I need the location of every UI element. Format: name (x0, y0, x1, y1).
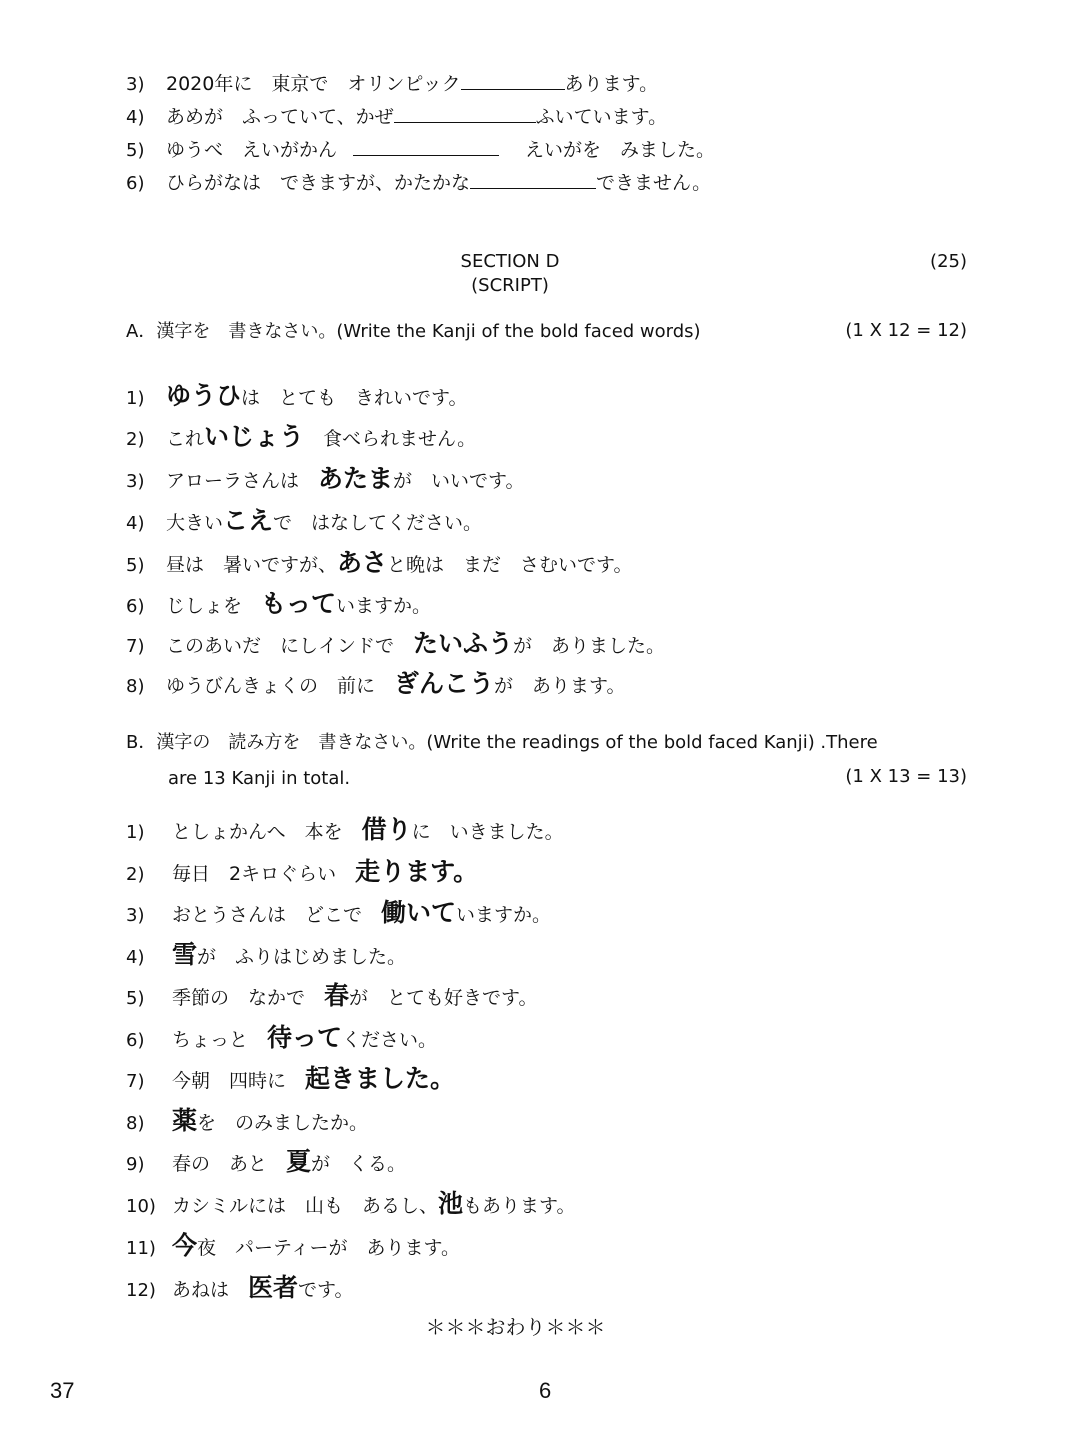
item-text: を のみましたか。 (197, 1112, 369, 1134)
item-text-after: ふいています。 (535, 106, 668, 128)
item-text: が ありました。 (513, 635, 666, 657)
item-number: 2) (126, 429, 145, 450)
bold-word: あさ (337, 548, 388, 577)
bold-word: あたま (318, 464, 394, 493)
item-number: 4) (126, 107, 145, 128)
item-text: としょかんへ 本を (172, 821, 362, 843)
item-text: ゆうびんきょくの 前に (166, 675, 395, 697)
part-a-instruction-line (126, 319, 701, 345)
bold-word: いじょう (204, 422, 305, 451)
list-item (126, 1025, 437, 1054)
item-text: が くる。 (311, 1153, 407, 1175)
item-number: 2) (126, 864, 145, 885)
part-a-marks: (1 X 12 = 12) (845, 320, 967, 341)
item-number: 7) (126, 636, 145, 657)
item-text: アローラさんは (166, 470, 319, 492)
item-number: 6) (126, 596, 145, 617)
item-text: 季節の なかで (172, 987, 325, 1009)
bold-word: ゆうひ (166, 381, 242, 410)
item-text-after: えいがを みました。 (525, 139, 716, 161)
item-text: 大きい (166, 512, 224, 534)
item-number: 11) (126, 1238, 156, 1259)
item-number: 4) (126, 513, 145, 534)
item-text: が とても好きです。 (349, 987, 538, 1009)
item-text: 毎日 2キロぐらい (172, 863, 356, 885)
section-subtitle: (SCRIPT) (471, 275, 549, 296)
item-text: 春の あと (172, 1153, 287, 1175)
item-number: 6) (126, 173, 145, 194)
item-number: 1) (126, 388, 145, 409)
bold-word: 雪 (172, 940, 198, 969)
item-number: 3) (126, 905, 145, 926)
list-item (126, 591, 431, 620)
item-text: に いきました。 (411, 821, 564, 843)
item-text: ちょっと (172, 1029, 268, 1051)
list-item (126, 983, 538, 1012)
answer-blank[interactable] (394, 104, 536, 123)
item-number: 6) (126, 1030, 145, 1051)
part-b-instruction: 漢字の 読み方を 書きなさい。(Write the readings of the bold faced Kanji) .There (156, 732, 878, 753)
list-item (126, 1191, 576, 1220)
item-text: 今朝 四時に (172, 1070, 306, 1092)
bold-word: こえ (223, 506, 274, 535)
list-item (126, 508, 482, 537)
item-number: 5) (126, 555, 145, 576)
item-number: 5) (126, 988, 145, 1009)
top-item-6 (126, 170, 711, 197)
item-text: あねは (172, 1279, 249, 1301)
item-number: 1) (126, 822, 145, 843)
list-item (126, 900, 551, 929)
item-text-after: できません。 (596, 172, 712, 194)
bold-word: 今 (172, 1231, 198, 1260)
item-number: 7) (126, 1071, 145, 1092)
item-text: 夜 パーティーが あります。 (197, 1237, 460, 1259)
part-b-label: B． (126, 732, 157, 753)
item-text: が いいです。 (393, 470, 525, 492)
answer-blank[interactable] (461, 71, 565, 90)
part-a-instruction: 漢字を 書きなさい。(Write the Kanji of the bold faced words) (156, 321, 701, 342)
bold-word: 起きました。 (305, 1064, 456, 1093)
item-text: ください。 (342, 1029, 438, 1051)
item-text: は とても きれいです。 (241, 387, 468, 409)
bold-word: ぎんこう (394, 669, 495, 698)
list-item (126, 550, 633, 579)
bold-word: もって (261, 589, 337, 618)
item-number: 3) (126, 74, 145, 95)
part-b-instruction-line (126, 730, 878, 756)
list-item (126, 466, 525, 495)
answer-blank[interactable] (353, 137, 499, 156)
item-text-before: あめが ふっていて、かぜ (166, 106, 394, 128)
item-number: 4) (126, 947, 145, 968)
list-item (126, 1066, 455, 1095)
list-item (126, 631, 665, 660)
list-item (126, 942, 406, 971)
item-text: いますか。 (336, 595, 432, 617)
bold-word: 医者 (248, 1273, 299, 1302)
list-item (126, 859, 478, 888)
footer-code: 37 (50, 1378, 75, 1403)
bold-word: 夏 (286, 1147, 312, 1176)
item-text: が あります。 (494, 675, 626, 697)
item-number: 9) (126, 1154, 145, 1175)
item-number: 8) (126, 676, 145, 697)
item-text-before: ひらがなは できますが、かたかな (166, 172, 471, 194)
bold-word: 走ります。 (355, 857, 479, 886)
bold-word: 春 (324, 981, 350, 1010)
item-text: いますか。 (456, 904, 552, 926)
part-a-label: A． (126, 321, 157, 342)
bold-word: たいふう (413, 629, 514, 658)
item-text: 食べられません。 (304, 428, 477, 450)
bold-word: 池 (438, 1189, 464, 1218)
item-number: 12) (126, 1280, 156, 1301)
item-text: で はなしてください。 (273, 512, 483, 534)
bold-word: 薬 (172, 1106, 198, 1135)
item-text: です。 (298, 1279, 354, 1301)
bold-word: 借り (361, 815, 412, 844)
item-text: 昼は 暑いですが、 (166, 554, 338, 576)
list-item (126, 1108, 368, 1137)
item-text: が ふりはじめました。 (197, 946, 407, 968)
list-item (126, 671, 626, 700)
top-item-4 (126, 104, 667, 131)
list-item (126, 817, 564, 846)
item-text: カシミルには 山も あるし、 (172, 1195, 439, 1217)
section-marks: (25) (930, 251, 967, 272)
top-item-5 (126, 137, 715, 164)
item-text: と晩は まだ さむいです。 (387, 554, 633, 576)
section-title: SECTION D (460, 251, 560, 272)
page-number: 6 (539, 1378, 552, 1403)
item-text: おとうさんは どこで (172, 904, 382, 926)
part-b-instruction-cont: are 13 Kanji in total. (168, 768, 351, 789)
answer-blank[interactable] (470, 170, 596, 189)
item-text: じしょを (166, 595, 262, 617)
list-item (126, 383, 468, 412)
item-text: これ (166, 428, 205, 450)
item-text: このあいだ にしインドで (166, 635, 414, 657)
item-number: 10) (126, 1196, 156, 1217)
end-marker: ＊＊＊おわり＊＊＊ (425, 1315, 606, 1339)
list-item (126, 1275, 354, 1304)
top-item-3 (126, 71, 658, 98)
item-text-before: 2020年に 東京で オリンピック (166, 73, 461, 95)
item-number: 8) (126, 1113, 145, 1134)
item-number: 5) (126, 140, 145, 161)
item-text-after: あります。 (564, 73, 659, 95)
list-item (126, 1149, 406, 1178)
list-item (126, 424, 476, 453)
list-item (126, 1233, 460, 1262)
part-b-marks: (1 X 13 = 13) (845, 766, 967, 787)
item-number: 3) (126, 471, 145, 492)
bold-word: 働いて (381, 898, 457, 927)
bold-word: 待って (267, 1023, 343, 1052)
item-text-before: ゆうべ えいがかん (166, 139, 338, 161)
item-text: もあります。 (463, 1195, 576, 1217)
